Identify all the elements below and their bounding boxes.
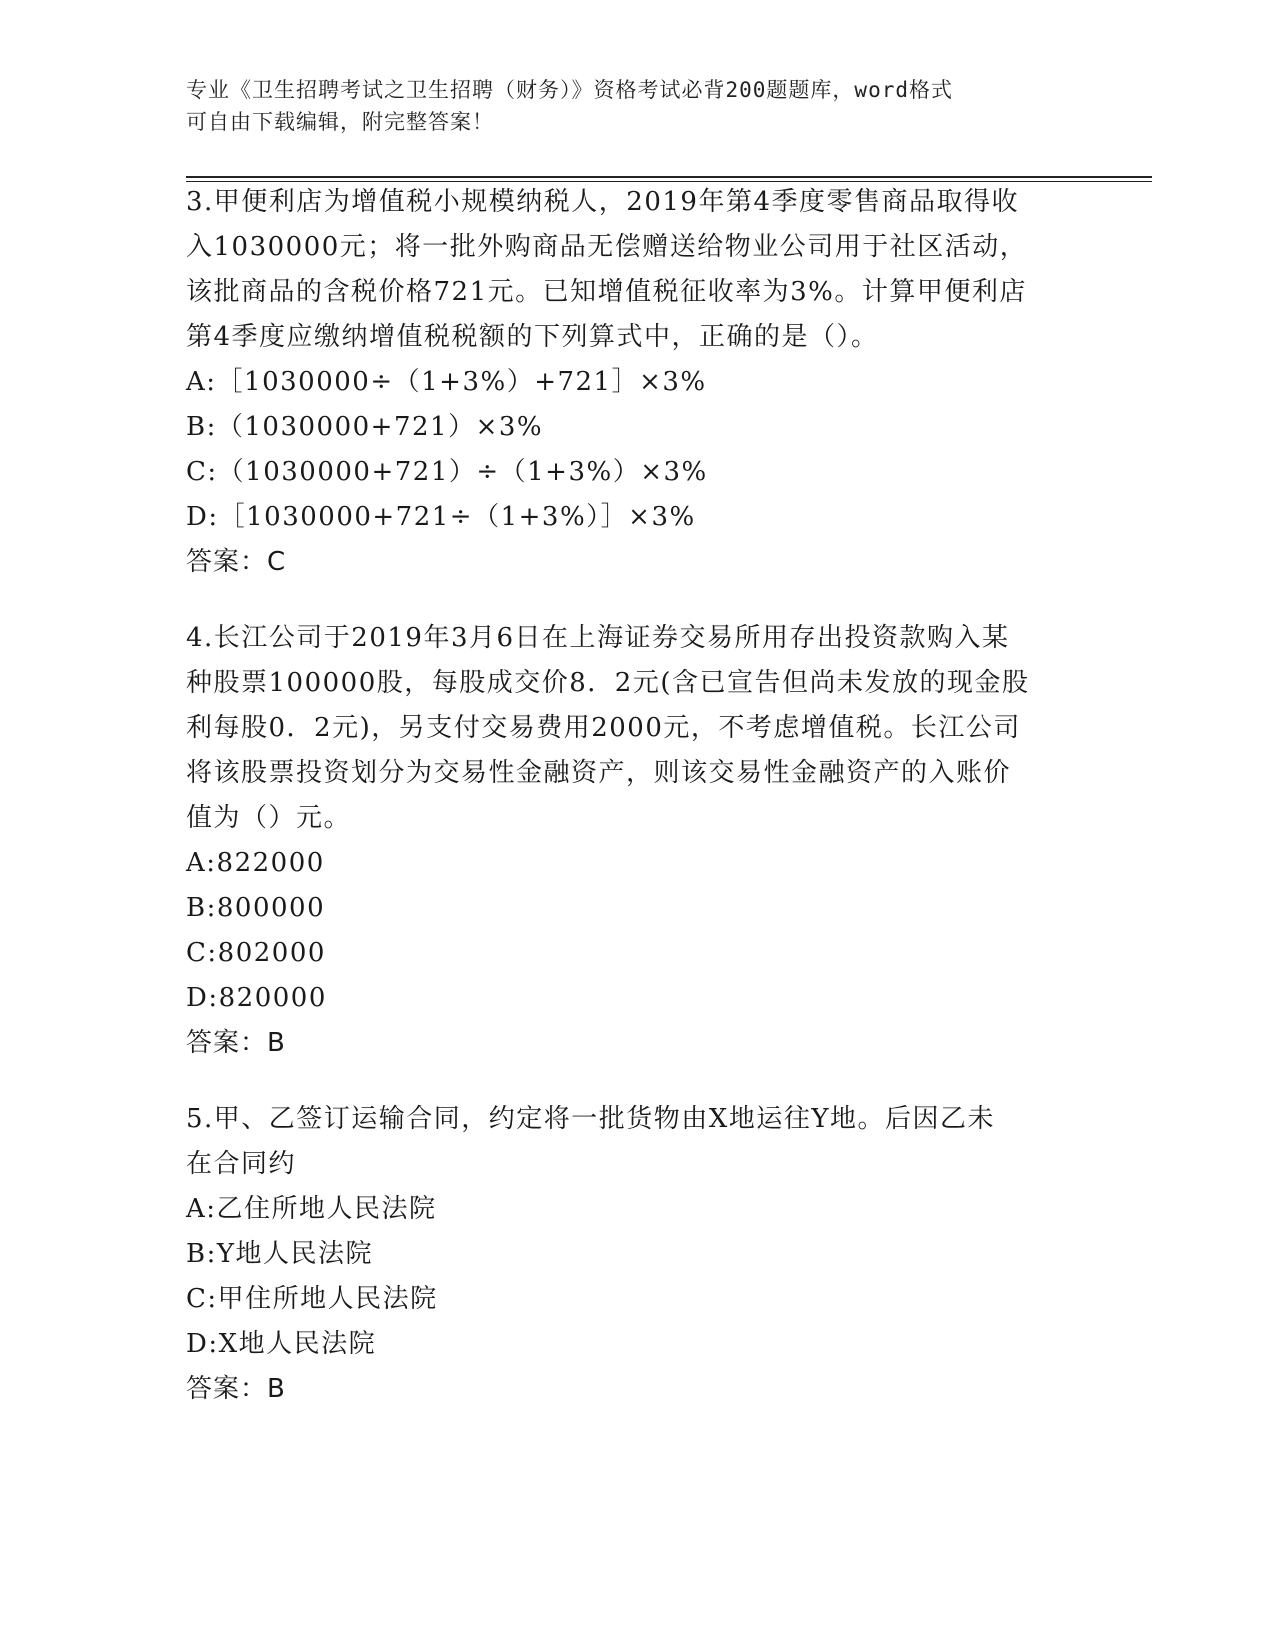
stem-line: 入1030000元；将一批外购商品无偿赠送给物业公司用于社区活动， [186, 232, 1028, 262]
answer-label: 答案：B [186, 1374, 286, 1404]
stem-line: 4.长江公司于2019年3月6日在上海证券交易所用存出投资款购入某 [186, 623, 1010, 653]
question-stem [186, 616, 1086, 841]
answer-label: 答案：C [186, 547, 287, 577]
stem-line: 该批商品的含税价格721元。已知增值税征收率为3%。计算甲便利店 [186, 277, 1027, 307]
question-block [186, 616, 1086, 1066]
stem-line: 值为（）元。 [186, 803, 352, 833]
stem-line: 3.甲便利店为增值税小规模纳税人，2019年第4季度零售商品取得收 [186, 187, 1020, 217]
question-block [186, 180, 1086, 585]
header-divider-thick [186, 176, 1152, 178]
option-c: C:甲住所地人民法院 [186, 1284, 438, 1314]
answer-label: 答案：B [186, 1028, 286, 1058]
option-d: D:820000 [186, 983, 327, 1013]
option-b: B:Y地人民法院 [186, 1239, 374, 1269]
option-b: B:（1030000+721）×3% [186, 412, 544, 442]
stem-line: 第4季度应缴纳增值税税额的下列算式中，正确的是（）。 [186, 322, 879, 352]
question-block [186, 1097, 1086, 1412]
option-a: A:822000 [186, 848, 325, 878]
stem-line: 将该股票投资划分为交易性金融资产，则该交易性金融资产的入账价 [186, 758, 1012, 788]
stem-line: 在合同约 [186, 1149, 297, 1179]
option-a: A:乙住所地人民法院 [186, 1194, 437, 1224]
question-stem [186, 1097, 1086, 1187]
header-line-2: 可自由下载编辑，附完整答案！ [186, 110, 494, 134]
stem-line: 利每股0．2元)，另支付交易费用2000元，不考虑增值税。长江公司 [186, 713, 1021, 743]
stem-line: 种股票100000股，每股成交价8．2元(含已宣告但尚未发放的现金股 [186, 668, 1030, 698]
option-a: A:［1030000÷（1+3%）+721］×3% [186, 367, 707, 397]
option-c: C:（1030000+721）÷（1+3%）×3% [186, 457, 708, 487]
option-d: D:X地人民法院 [186, 1329, 377, 1359]
question-stem [186, 180, 1086, 360]
header-line-1: 专业《卫生招聘考试之卫生招聘（财务）》资格考试必背200题题库，word格式 [186, 78, 953, 102]
option-d: D:［1030000+721÷（1+3%）］×3% [186, 502, 696, 532]
option-b: B:800000 [186, 893, 326, 923]
stem-line: 5.甲、乙签订运输合同，约定将一批货物由X地运往Y地。后因乙未 [186, 1104, 995, 1134]
document-header [186, 74, 1066, 138]
option-c: C:802000 [186, 938, 326, 968]
